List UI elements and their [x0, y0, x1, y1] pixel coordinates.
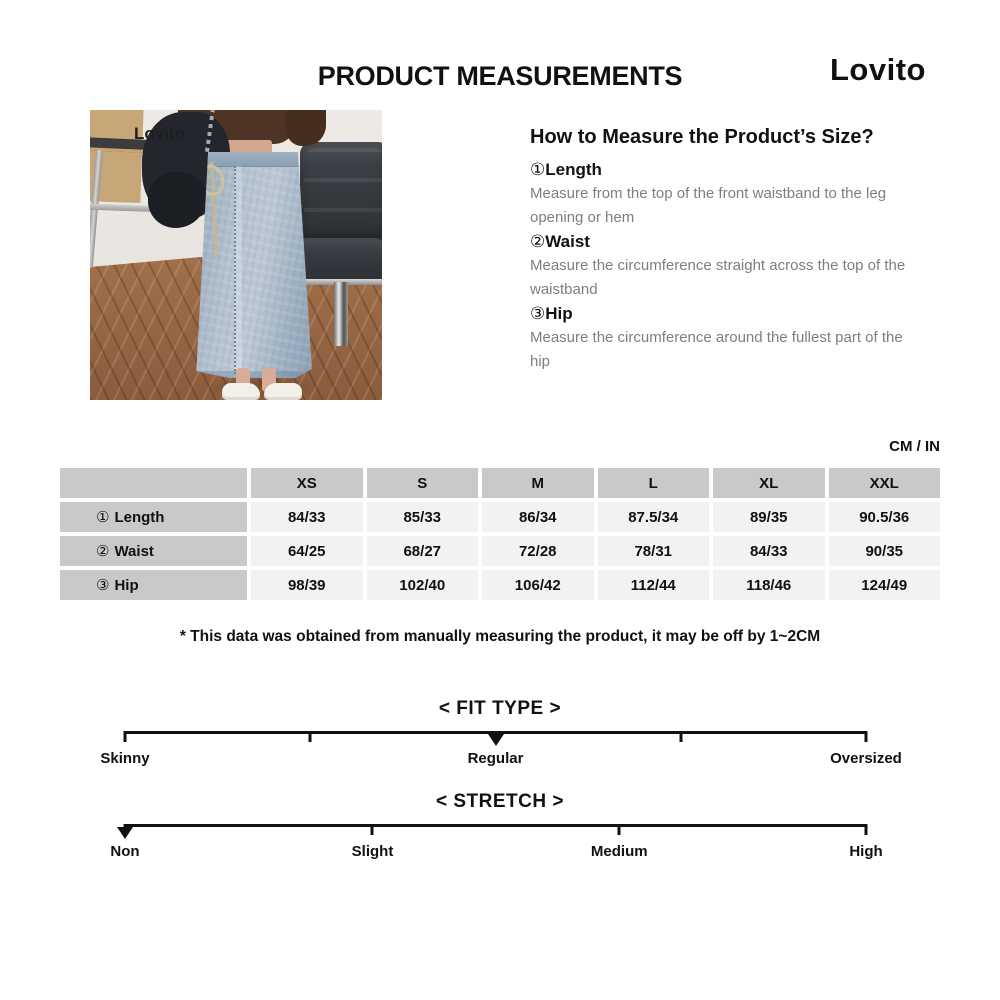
cell-waist-xxl: 90/35 [829, 536, 941, 566]
brand-logo: Lovito [830, 52, 926, 87]
photo-chair-leg [334, 282, 348, 346]
cell-length-xxl: 90.5/36 [829, 502, 941, 532]
measure-item-waist-label: ②Waist [530, 232, 590, 251]
stretch-tick [865, 824, 868, 835]
cell-waist-xl: 84/33 [713, 536, 825, 566]
how-to-measure-heading: How to Measure the Product’s Size? [530, 126, 874, 148]
cell-hip-xl: 118/46 [713, 570, 825, 600]
cell-hip-xs: 98/39 [251, 570, 363, 600]
measure-item-hip-desc: Measure the circumference around the fullest part of the hip [530, 329, 903, 370]
row-label-hip: ③ Hip [60, 570, 247, 600]
measure-item-length-desc: Measure from the top of the front waistband to the leg opening or hem [530, 185, 887, 226]
measure-item-waist-desc: Measure the circumference straight across the top of the waistband [530, 257, 906, 298]
cell-length-s: 85/33 [367, 502, 479, 532]
size-table-corner-cell [60, 468, 247, 498]
size-column-l: L [598, 468, 710, 498]
fit-type-label-oversized: Oversized [830, 750, 902, 767]
fit-type-tick [124, 731, 127, 742]
cell-hip-l: 112/44 [598, 570, 710, 600]
how-to-measure-section [530, 126, 950, 376]
stretch-tick [371, 824, 374, 835]
page-title: PRODUCT MEASUREMENTS [317, 61, 683, 91]
circled-1-icon: ① [530, 160, 546, 179]
cell-length-xs: 84/33 [251, 502, 363, 532]
size-table-row-waist [60, 536, 940, 566]
size-table [56, 464, 944, 604]
circled-2-icon: ② [530, 232, 546, 251]
fit-type-tick [679, 731, 682, 742]
size-column-xl: XL [713, 468, 825, 498]
units-label: CM / IN [889, 438, 940, 455]
circled-number-icon: ① [96, 509, 110, 526]
cell-length-l: 87.5/34 [598, 502, 710, 532]
stretch-tick [618, 824, 621, 835]
size-column-s: S [367, 468, 479, 498]
stretch-label-slight: Slight [351, 843, 394, 860]
measure-item-length-label: ①Length [530, 160, 602, 179]
stretch-marker-icon [117, 827, 133, 839]
circled-3-icon: ③ [530, 304, 546, 323]
cell-hip-xxl: 124/49 [829, 570, 941, 600]
cell-length-xl: 89/35 [713, 502, 825, 532]
fit-type-tick [865, 731, 868, 742]
photo-chair-seat [294, 238, 382, 282]
fit-type-title: < FIT TYPE > [438, 698, 562, 719]
cell-waist-l: 78/31 [598, 536, 710, 566]
row-label-length: ① Length [60, 502, 247, 532]
size-table-row-length [60, 502, 940, 532]
photo-denim-skirt [194, 152, 312, 378]
fit-type-tick [309, 731, 312, 742]
stretch-scale [110, 824, 883, 864]
fit-type-marker-icon [488, 734, 504, 746]
cell-waist-xs: 64/25 [251, 536, 363, 566]
stretch-title: < STRETCH > [436, 791, 564, 812]
cell-waist-m: 72/28 [482, 536, 594, 566]
size-table-wrap [56, 464, 944, 604]
row-label-waist: ② Waist [60, 536, 247, 566]
product-photo [90, 110, 382, 400]
disclaimer-text: * This data was obtained from manually measuring the product, it may be off by 1~2CM [179, 628, 821, 645]
stretch-label-high: High [849, 843, 883, 860]
cell-hip-m: 106/42 [482, 570, 594, 600]
photo-watermark: Lovito [134, 124, 185, 143]
measure-item-hip-label: ③Hip [530, 304, 573, 323]
cell-hip-s: 102/40 [367, 570, 479, 600]
size-column-xxl: XXL [829, 468, 941, 498]
photo-chair-backrest [300, 142, 382, 246]
stretch-label-non: Non [110, 843, 140, 860]
photo-sneaker [264, 383, 302, 400]
circled-number-icon: ② [96, 543, 110, 560]
fit-type-scale [100, 731, 902, 771]
circled-number-icon: ③ [96, 577, 110, 594]
cell-length-m: 86/34 [482, 502, 594, 532]
size-column-xs: XS [251, 468, 363, 498]
size-column-m: M [482, 468, 594, 498]
cell-waist-s: 68/27 [367, 536, 479, 566]
photo-sneaker [222, 383, 260, 400]
fit-type-label-regular: Regular [467, 750, 524, 767]
photo-skirt-seam [234, 166, 242, 374]
size-table-header-row [60, 468, 940, 498]
stretch-scale-line [125, 824, 866, 827]
fit-type-label-skinny: Skinny [100, 750, 150, 767]
size-table-row-hip [60, 570, 940, 600]
stretch-label-medium: Medium [590, 843, 648, 860]
